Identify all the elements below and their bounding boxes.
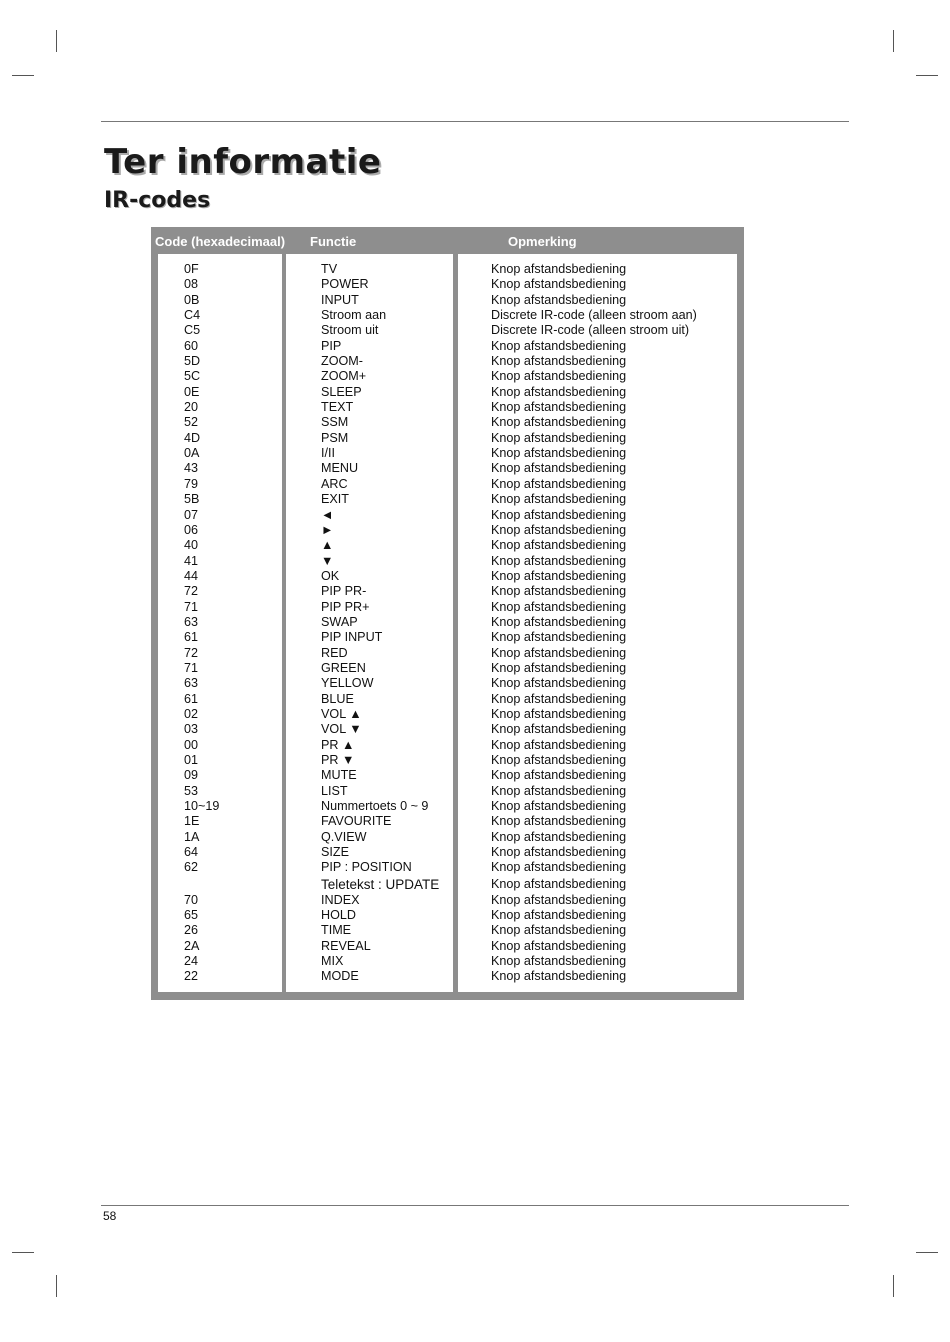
cell-function: PIP xyxy=(321,338,342,353)
cell-remark: Knop afstandsbediening xyxy=(491,908,627,923)
cell-code: 62 xyxy=(184,860,199,875)
cell-function: TV xyxy=(321,262,338,276)
cell-function: ◄ xyxy=(321,507,334,522)
cell-remark: Knop afstandsbediening xyxy=(491,599,627,614)
cell-code: C4 xyxy=(184,308,201,323)
cell-function: MUTE xyxy=(321,768,357,783)
section-title: IR-codes xyxy=(104,188,211,213)
cell-remark: Knop afstandsbediening xyxy=(491,415,627,430)
cell-code: 71 xyxy=(184,660,199,675)
cell-function: ZOOM+ xyxy=(321,369,367,384)
cell-code: C5 xyxy=(184,323,201,338)
table-row xyxy=(151,923,744,938)
table-row xyxy=(151,508,744,523)
cell-remark: Knop afstandsbediening xyxy=(491,553,627,568)
cell-remark: Discrete IR-code (alleen stroom aan) xyxy=(491,308,697,323)
crop-mark xyxy=(56,1275,57,1297)
cell-code: 0A xyxy=(184,446,200,461)
cell-function: VOL ▼ xyxy=(321,722,362,737)
cell-remark: Knop afstandsbediening xyxy=(491,476,627,491)
table-row xyxy=(151,446,744,461)
cell-code: 07 xyxy=(184,507,199,522)
cell-code: 44 xyxy=(184,568,199,583)
cell-remark: Knop afstandsbediening xyxy=(491,783,627,798)
cell-code: 03 xyxy=(184,722,199,737)
cell-code: 22 xyxy=(184,969,199,984)
table-row xyxy=(151,692,744,707)
cell-code: 01 xyxy=(184,753,199,767)
table-row xyxy=(151,630,744,645)
cell-code: 79 xyxy=(184,476,199,491)
cell-code: 5D xyxy=(184,354,201,369)
cell-function: MENU xyxy=(321,461,359,476)
cell-function: VOL ▲ xyxy=(321,706,362,721)
table-row xyxy=(151,615,744,630)
cell-function: SSM xyxy=(321,415,349,430)
cell-code: 61 xyxy=(184,691,199,706)
cell-code: 5B xyxy=(184,492,200,507)
cell-function: SWAP xyxy=(321,614,358,629)
cell-remark: Knop afstandsbediening xyxy=(491,645,627,660)
cell-function: GREEN xyxy=(321,660,366,675)
cell-remark: Knop afstandsbediening xyxy=(491,492,627,507)
cell-function: OK xyxy=(321,568,340,583)
cell-function: TIME xyxy=(321,923,352,938)
cell-remark: Knop afstandsbediening xyxy=(491,829,627,844)
cell-code: 52 xyxy=(184,415,199,430)
cell-remark: Knop afstandsbediening xyxy=(491,923,627,938)
cell-code: 20 xyxy=(184,400,199,415)
cell-function: MIX xyxy=(321,954,344,969)
cell-function: INPUT xyxy=(321,292,359,307)
column-header-function: Functie xyxy=(310,234,357,249)
crop-mark xyxy=(916,1252,938,1253)
cell-code: 72 xyxy=(184,645,199,660)
cell-function: ARC xyxy=(321,476,348,491)
cell-code: 43 xyxy=(184,461,199,476)
cell-function: TEXT xyxy=(321,400,354,415)
table-row xyxy=(151,415,744,430)
table-row xyxy=(151,707,744,722)
cell-code: 1E xyxy=(184,814,200,829)
cell-remark: Knop afstandsbediening xyxy=(491,737,627,752)
table-row xyxy=(151,308,744,323)
cell-function: POWER xyxy=(321,277,369,292)
table-row xyxy=(151,262,744,277)
table-row xyxy=(151,845,744,860)
cell-code: 00 xyxy=(184,737,199,752)
cell-code: 63 xyxy=(184,614,199,629)
crop-mark xyxy=(56,30,57,52)
cell-code: 0B xyxy=(184,292,200,307)
cell-function: EXIT xyxy=(321,492,349,507)
table-row xyxy=(151,400,744,415)
table-row xyxy=(151,939,744,954)
cell-remark: Knop afstandsbediening xyxy=(491,691,627,706)
cell-remark: Knop afstandsbediening xyxy=(491,706,627,721)
table-row xyxy=(151,860,744,875)
cell-code: 10~19 xyxy=(184,799,220,814)
crop-mark xyxy=(12,1252,34,1253)
cell-remark: Knop afstandsbediening xyxy=(491,892,627,907)
cell-remark: Discrete IR-code (alleen stroom uit) xyxy=(491,323,690,338)
table-row xyxy=(151,339,744,354)
cell-function: PIP PR- xyxy=(321,584,367,599)
cell-function: LIST xyxy=(321,783,348,798)
cell-remark: Knop afstandsbediening xyxy=(491,538,627,553)
cell-function: INDEX xyxy=(321,892,360,907)
cell-function: PR ▲ xyxy=(321,737,355,752)
table-row xyxy=(151,461,744,476)
cell-code: 5C xyxy=(184,369,201,384)
cell-code: 63 xyxy=(184,676,199,691)
table-row xyxy=(151,784,744,799)
table-row xyxy=(151,799,744,814)
cell-function: HOLD xyxy=(321,908,356,923)
cell-code: 02 xyxy=(184,706,199,721)
table-row xyxy=(151,722,744,737)
cell-function: SIZE xyxy=(321,845,349,860)
cell-function: PSM xyxy=(321,430,349,445)
table-row xyxy=(151,753,744,768)
cell-remark: Knop afstandsbediening xyxy=(491,568,627,583)
cell-function: BLUE xyxy=(321,691,354,706)
cell-remark: Knop afstandsbediening xyxy=(491,461,627,476)
cell-remark: Knop afstandsbediening xyxy=(491,722,627,737)
crop-mark xyxy=(916,75,938,76)
crop-mark xyxy=(893,30,894,52)
table-row xyxy=(151,569,744,584)
cell-code: 72 xyxy=(184,584,199,599)
table-row xyxy=(151,584,744,599)
cell-function: ▼ xyxy=(321,553,334,568)
cell-function: SLEEP xyxy=(321,384,362,399)
cell-code: 26 xyxy=(184,923,199,938)
column-header-remark: Opmerking xyxy=(508,234,577,249)
bottom-rule xyxy=(101,1205,849,1206)
table-row xyxy=(151,768,744,783)
cell-remark: Knop afstandsbediening xyxy=(491,876,627,891)
cell-function: Teletekst : UPDATE xyxy=(321,876,440,892)
cell-code: 41 xyxy=(184,553,199,568)
cell-remark: Knop afstandsbediening xyxy=(491,860,627,875)
table-row xyxy=(151,814,744,829)
cell-code: 08 xyxy=(184,277,199,292)
table-row xyxy=(151,969,744,984)
cell-remark: Knop afstandsbediening xyxy=(491,277,627,292)
table-row xyxy=(151,277,744,292)
table-row xyxy=(151,661,744,676)
cell-code: 2A xyxy=(184,938,200,953)
cell-code: 09 xyxy=(184,768,199,783)
table-row xyxy=(151,523,744,538)
cell-code: 0F xyxy=(184,262,199,276)
table-row xyxy=(151,738,744,753)
cell-remark: Knop afstandsbediening xyxy=(491,676,627,691)
table-row xyxy=(151,477,744,492)
page-title: Ter informatie xyxy=(104,142,382,182)
table-row xyxy=(151,908,744,923)
cell-function: Stroom uit xyxy=(321,323,379,338)
table-row xyxy=(151,369,744,384)
cell-remark: Knop afstandsbediening xyxy=(491,799,627,814)
cell-function: MODE xyxy=(321,969,359,984)
cell-remark: Knop afstandsbediening xyxy=(491,969,627,984)
table-row xyxy=(151,431,744,446)
cell-code: 65 xyxy=(184,908,199,923)
cell-code: 53 xyxy=(184,783,199,798)
cell-function: Nummertoets 0 ~ 9 xyxy=(321,799,429,814)
cell-remark: Knop afstandsbediening xyxy=(491,262,627,276)
cell-remark: Knop afstandsbediening xyxy=(491,614,627,629)
cell-remark: Knop afstandsbediening xyxy=(491,768,627,783)
cell-remark: Knop afstandsbediening xyxy=(491,584,627,599)
table-body xyxy=(151,262,744,985)
crop-mark xyxy=(893,1275,894,1297)
cell-code: 70 xyxy=(184,892,199,907)
table-row xyxy=(151,293,744,308)
cell-code: 4D xyxy=(184,430,201,445)
table-row xyxy=(151,323,744,338)
cell-code: 71 xyxy=(184,599,199,614)
crop-mark xyxy=(12,75,34,76)
cell-remark: Knop afstandsbediening xyxy=(491,507,627,522)
cell-code: 61 xyxy=(184,630,199,645)
cell-function: PR ▼ xyxy=(321,753,355,767)
table-row xyxy=(151,600,744,615)
cell-remark: Knop afstandsbediening xyxy=(491,814,627,829)
cell-code: 24 xyxy=(184,954,199,969)
cell-code: 1A xyxy=(184,829,200,844)
cell-function: ► xyxy=(321,522,334,537)
table-row xyxy=(151,646,744,661)
top-rule xyxy=(101,121,849,122)
cell-function: PIP PR+ xyxy=(321,599,370,614)
column-header-code: Code (hexadecimaal) xyxy=(155,234,286,249)
table-row xyxy=(151,354,744,369)
cell-remark: Knop afstandsbediening xyxy=(491,369,627,384)
cell-remark: Knop afstandsbediening xyxy=(491,338,627,353)
cell-remark: Knop afstandsbediening xyxy=(491,354,627,369)
table-row xyxy=(151,385,744,400)
table-row xyxy=(151,538,744,553)
cell-function: REVEAL xyxy=(321,938,371,953)
cell-function: YELLOW xyxy=(321,676,374,691)
cell-code: 60 xyxy=(184,338,199,353)
cell-function: Q.VIEW xyxy=(321,829,367,844)
cell-code: 06 xyxy=(184,522,199,537)
cell-function: PIP INPUT xyxy=(321,630,383,645)
cell-remark: Knop afstandsbediening xyxy=(491,753,627,767)
cell-code: 40 xyxy=(184,538,199,553)
cell-remark: Knop afstandsbediening xyxy=(491,845,627,860)
cell-function: Stroom aan xyxy=(321,308,387,323)
cell-remark: Knop afstandsbediening xyxy=(491,400,627,415)
cell-function: FAVOURITE xyxy=(321,814,392,829)
cell-code: 0E xyxy=(184,384,200,399)
cell-remark: Knop afstandsbediening xyxy=(491,522,627,537)
table-row xyxy=(151,893,744,908)
cell-remark: Knop afstandsbediening xyxy=(491,630,627,645)
cell-remark: Knop afstandsbediening xyxy=(491,938,627,953)
cell-remark: Knop afstandsbediening xyxy=(491,292,627,307)
cell-remark: Knop afstandsbediening xyxy=(491,384,627,399)
cell-remark: Knop afstandsbediening xyxy=(491,446,627,461)
cell-function: ZOOM- xyxy=(321,354,363,369)
table-row xyxy=(151,876,744,893)
table-row xyxy=(151,676,744,691)
cell-function: ▲ xyxy=(321,538,334,553)
table-row xyxy=(151,492,744,507)
cell-function: I/II xyxy=(321,446,335,461)
cell-function: PIP : POSITION xyxy=(321,860,412,875)
page-number: 58 xyxy=(103,1209,117,1223)
cell-code: 64 xyxy=(184,845,199,860)
cell-remark: Knop afstandsbediening xyxy=(491,430,627,445)
cell-remark: Knop afstandsbediening xyxy=(491,954,627,969)
cell-function: RED xyxy=(321,645,348,660)
table-row xyxy=(151,554,744,569)
cell-remark: Knop afstandsbediening xyxy=(491,660,627,675)
table-row xyxy=(151,954,744,969)
table-row xyxy=(151,830,744,845)
